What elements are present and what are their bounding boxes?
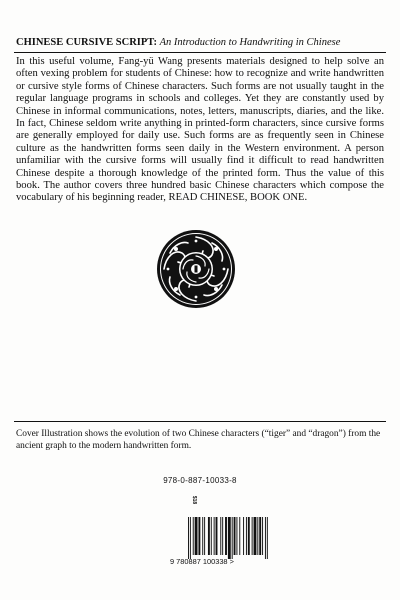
- caption-divider: [14, 421, 386, 422]
- book-subtitle: An Introduction to Handwriting in Chinese: [159, 37, 341, 48]
- price-code: $18: [191, 495, 198, 505]
- book-title-header: [16, 36, 386, 50]
- barcode-digits: 9 780887 100338 >: [170, 557, 234, 566]
- barcode-bar: [198, 517, 200, 555]
- barcode-bar: [265, 517, 266, 559]
- description-paragraph: In this useful volume, Fang-yü Wang presents materials designed to help solve an often vexing problem for students of Chinese: how to recognize and write handwritten or cursive style forms of Chinese characters. Such forms are not usually taught in the regular language programs in schools and colleges. Yet they are constantly used by Chinese in informal communications, notes, letters, manuscripts, diaries, and the like. In fact, Chinese seldom write anything in printed-form characters, since cursive forms are generally employed for daily use. Such forms are as frequently seen in Chinese culture as the handwritten forms seen daily in the Western environment. A person unfamiliar with the cursive forms will usually find it difficult to read handwritten Chinese despite a thorough knowledge of the printed form. Thus the value of this book. The author covers three hundred basic Chinese characters which compose the vocabulary of his beginning reader, READ CHINESE, BOOK ONE.: [16, 56, 384, 204]
- barcode-bar: [204, 517, 205, 555]
- barcode-bar: [243, 517, 244, 555]
- barcode-bar: [239, 517, 240, 555]
- circular-ornament-emblem: [156, 229, 236, 309]
- book-title: CHINESE CURSIVE SCRIPT:: [16, 37, 158, 48]
- barcode-bar: [214, 517, 215, 555]
- barcode-bars: [168, 487, 272, 567]
- barcode-bar: [188, 517, 189, 559]
- barcode-bar: [195, 517, 198, 555]
- barcode-bar: [267, 517, 268, 559]
- isbn-number: 978-0-887-10033-8: [163, 476, 237, 485]
- barcode-bar: [220, 517, 221, 555]
- barcode-bar: [208, 517, 210, 555]
- cover-illustration-caption: Cover Illustration shows the evolution of two Chinese characters (“tiger” and “dragon”) from the ancient graph to the modern handwritten form.: [16, 429, 381, 451]
- barcode-bar: [216, 517, 218, 555]
- barcode-bar: [259, 517, 261, 555]
- barcode-bar: [193, 517, 194, 555]
- barcode-bar: [262, 517, 263, 555]
- barcode-bar: [225, 517, 227, 555]
- barcode-bar: [202, 517, 203, 555]
- barcode-bar: [222, 517, 223, 555]
- barcode-bar: [248, 517, 250, 555]
- barcode-bar: [236, 517, 237, 555]
- isbn-barcode: [168, 487, 272, 567]
- barcode-bar: [232, 517, 233, 559]
- barcode-bar: [254, 517, 257, 555]
- barcode-bar: [228, 517, 231, 559]
- barcode-bar: [252, 517, 253, 555]
- barcode-bar: [234, 517, 236, 555]
- barcode-bar: [246, 517, 247, 555]
- barcode-bar: [190, 517, 191, 559]
- header-divider: [14, 52, 386, 53]
- barcode-bar: [257, 517, 258, 555]
- barcode-bar: [211, 517, 212, 555]
